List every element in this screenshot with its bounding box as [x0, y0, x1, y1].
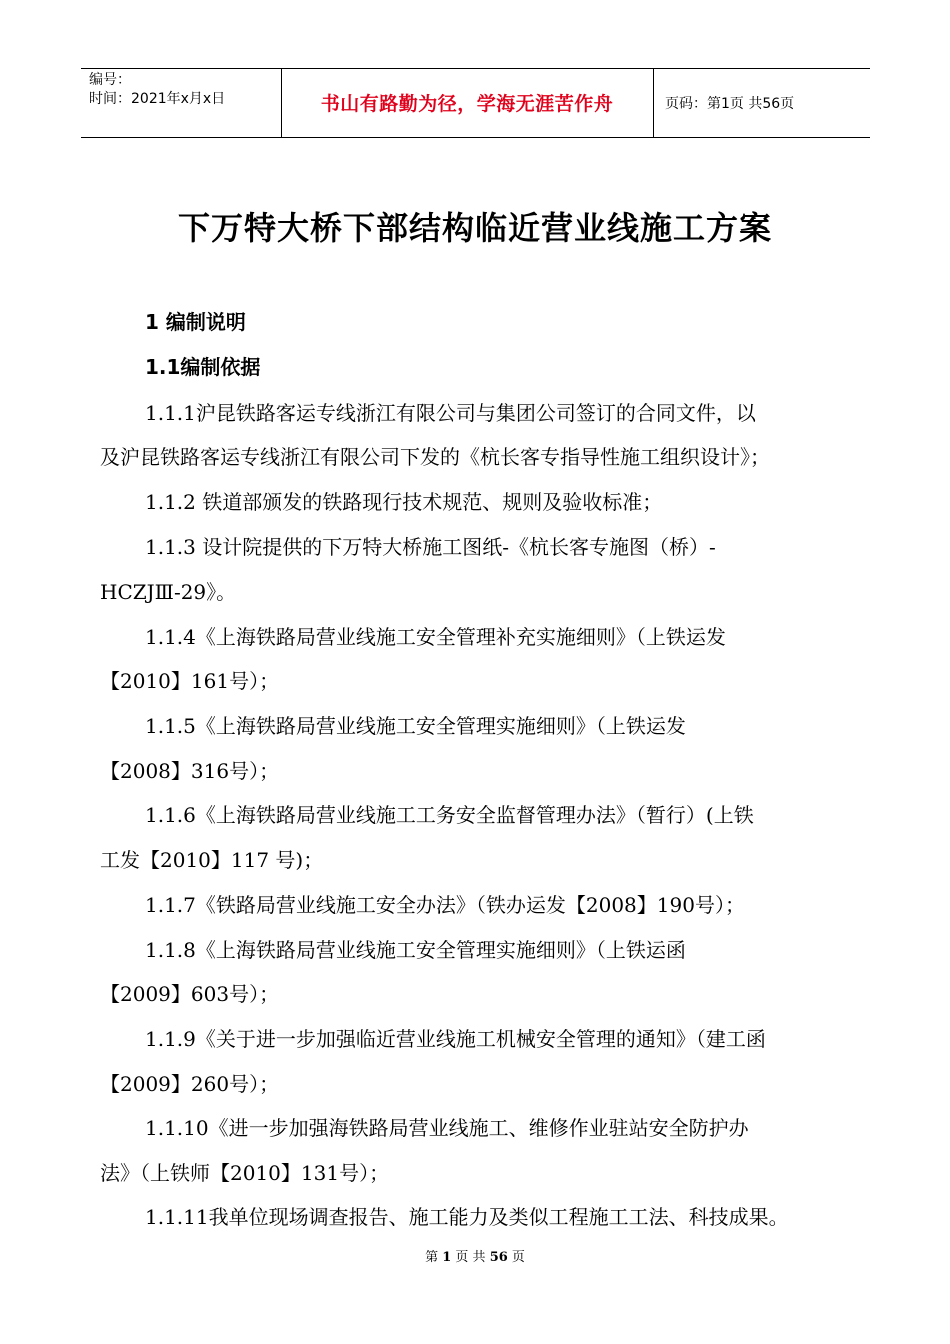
footer-suffix: 页 — [511, 1250, 525, 1265]
page-footer — [0, 1246, 950, 1265]
body-line: 1.1.4《上海铁路局营业线施工安全管理补充实施细则》（上铁运发 — [145, 625, 726, 649]
body-line: 法》（上铁师【2010】131号）； — [100, 1161, 390, 1185]
body-line: 1.1.8《上海铁路局营业线施工安全管理实施细则》（上铁运函 — [145, 938, 686, 962]
body-line: 1.1.5《上海铁路局营业线施工安全管理实施细则》（上铁运发 — [145, 714, 686, 738]
document-time: 时间：2021年x月x日 — [89, 91, 226, 107]
header-meta — [89, 71, 225, 109]
section-heading: 1 编制说明 — [145, 310, 246, 334]
document-header — [81, 68, 870, 138]
body-line: 及沪昆铁路客运专线浙江有限公司下发的《杭长客专指导性施工组织设计》； — [100, 445, 770, 469]
body-line: 1.1.6《上海铁路局营业线施工工务安全监督管理办法》（暂行）(上铁 — [145, 803, 754, 827]
footer-middle: 页 共 — [455, 1250, 486, 1265]
body-line: 1.1.1沪昆铁路客运专线浙江有限公司与集团公司签订的合同文件，以 — [145, 401, 756, 425]
document-title: 下万特大桥下部结构临近营业线施工方案 — [177, 209, 772, 247]
footer-prefix: 第 — [425, 1250, 439, 1265]
body-line: 1.1.10《进一步加强海铁路局营业线施工、维修作业驻站安全防护办 — [145, 1116, 749, 1140]
body-line: 【2009】260号）； — [100, 1072, 280, 1096]
header-page-info: 页码：第1页 共56页 — [665, 96, 795, 112]
header-motto: 书山有路勤为径，学海无涯苦作舟 — [320, 93, 614, 115]
body-line: 【2010】161号）； — [100, 669, 280, 693]
header-divider — [653, 69, 654, 137]
subsection-heading: 1.1编制依据 — [145, 355, 261, 379]
body-line: 【2008】316号）； — [100, 759, 280, 783]
footer-page-number: 1 — [442, 1250, 452, 1265]
body-line: 1.1.3 设计院提供的下万特大桥施工图纸-《杭长客专施图（桥）- — [145, 535, 716, 559]
document-number-label: 编号： — [89, 72, 131, 88]
body-line: 1.1.2 铁道部颁发的铁路现行技术规范、规则及验收标准； — [145, 490, 663, 514]
body-line: 1.1.7《铁路局营业线施工安全办法》（铁办运发【2008】190号）； — [145, 893, 745, 917]
footer-total-pages: 56 — [489, 1250, 508, 1265]
body-line: 1.1.11我单位现场调查报告、施工能力及类似工程施工工法、科技成果。 — [145, 1205, 789, 1229]
body-line: HCZJⅢ-29》。 — [100, 580, 237, 604]
body-line: 1.1.9《关于进一步加强临近营业线施工机械安全管理的通知》（建工函 — [145, 1027, 766, 1051]
body-line: 【2009】603号）； — [100, 982, 280, 1006]
body-line: 工发【2010】117 号)； — [100, 848, 324, 872]
